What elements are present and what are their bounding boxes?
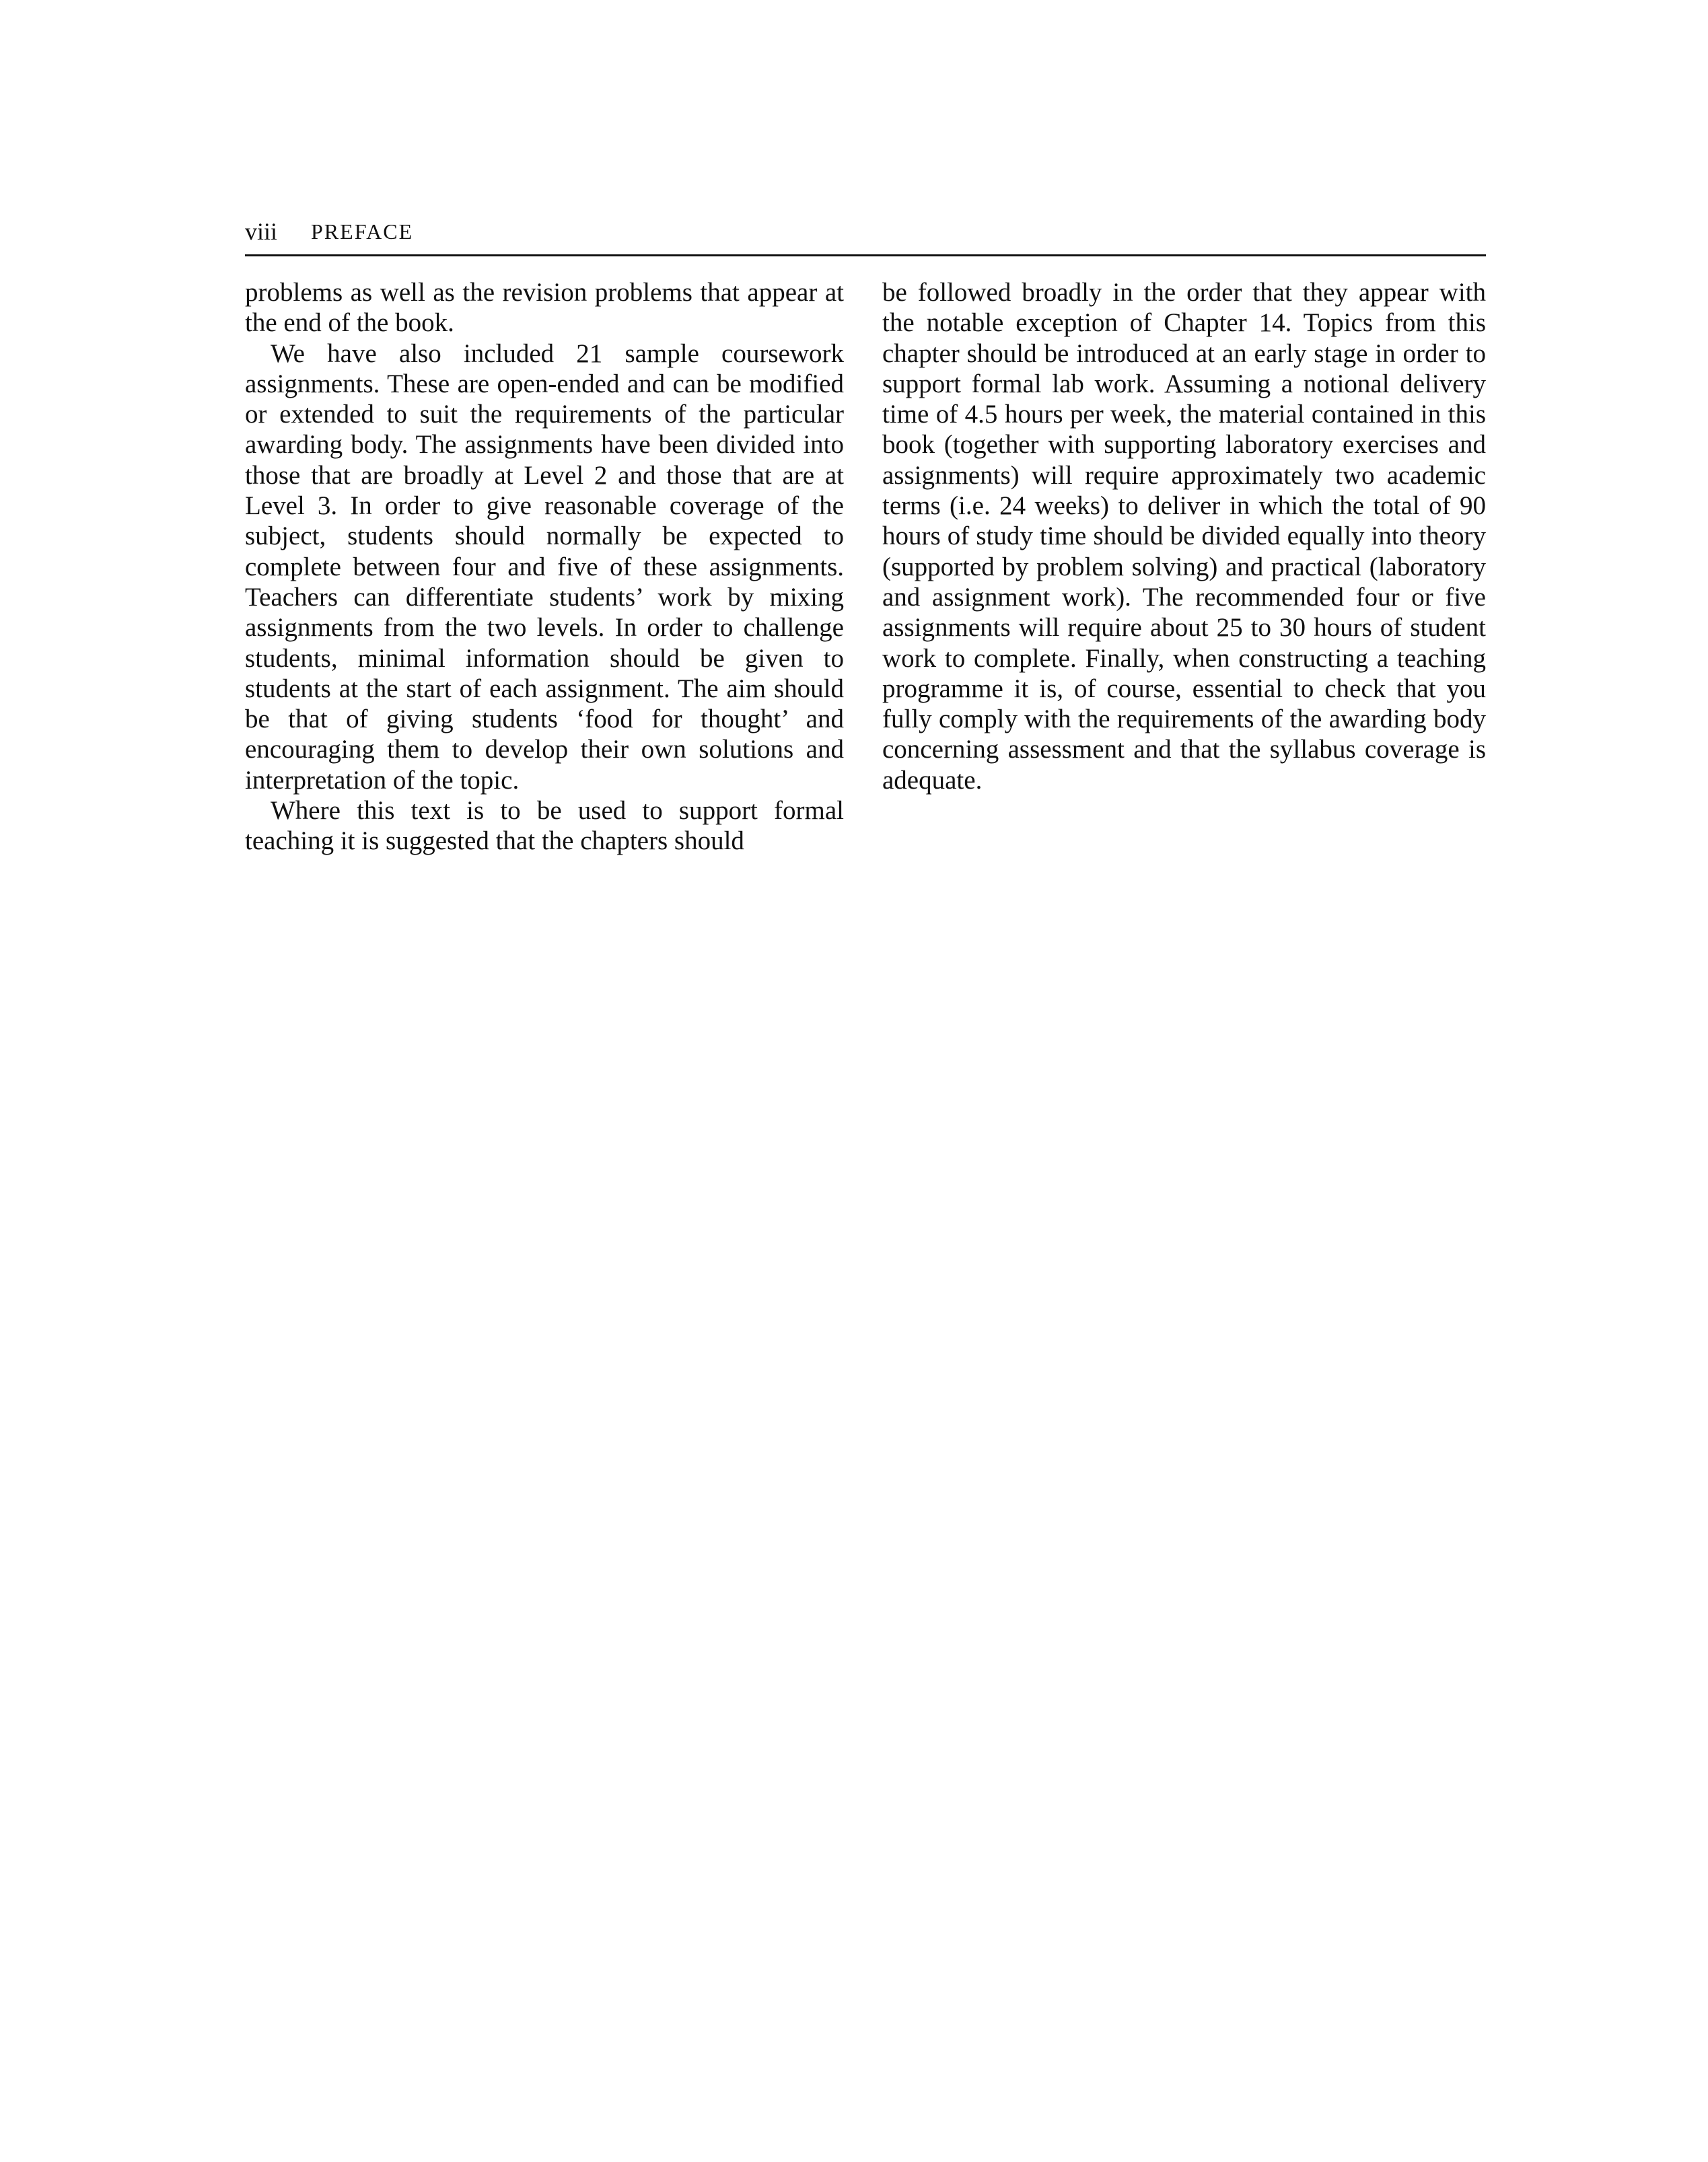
page-number: viii (245, 218, 278, 245)
right-column (882, 277, 1486, 795)
left-column (245, 277, 844, 857)
paragraph-assignments: We have also included 21 sample coursework assignments. These are open-ended and can be modified or extended to suit the requirements of the particular awarding body. The assignments have been divided into those that are broadly at Level 2 and those that are at Level 3. In order to give reasonable coverage of the subject, students should normally be expected to complete between four and five of these assignments. Teachers can differentiate students’ work by mixing assignments from the two levels. In order to challenge students, minimal information should be given to students at the start of each assignment. The aim should be that of giving students ‘food for thought’ and encouraging them to develop their own solutions and interpretation of the topic. (245, 338, 844, 795)
paragraph-continuation: problems as well as the revision problems that appear at the end of the book. (245, 278, 844, 338)
paragraph-teaching-continued: be followed broadly in the order that they appear with the notable exception of Chapter 14. Topics from this chapter should be introduced at an early stage in order to support formal lab work. Assuming a notional delivery time of 4.5 hours per week, the material contained in this book (together with supporting laboratory exercises and assignments) will require approximately two academic terms (i.e. 24 weeks) to deliver in which the total of 90 hours of study time should be divided equally into theory (supported by problem solving) and practical (laboratory and assignment work). The recommended four or five assignments will require about 25 to 30 hours of student work to complete. Finally, when constructing a teaching programme it is, of course, essential to check that you fully comply with the requirements of the awarding body concerning assessment and that the syllabus coverage is adequate. (882, 278, 1486, 795)
page-header (245, 217, 1486, 256)
running-head: PREFACE (311, 219, 414, 244)
paragraph-teaching: Where this text is to be used to support formal teaching it is suggested that the chapters should (245, 796, 844, 856)
